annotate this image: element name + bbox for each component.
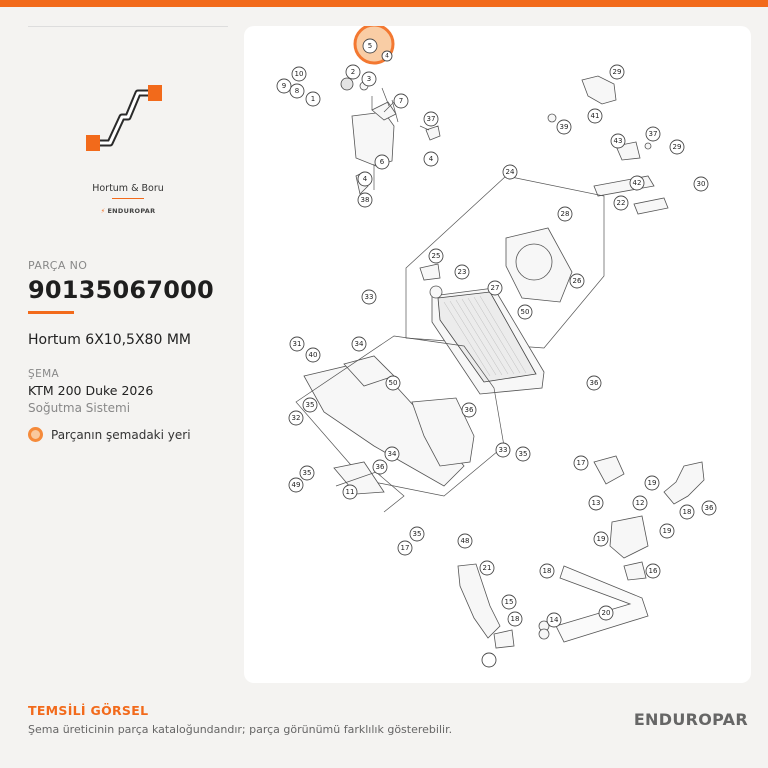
callout[interactable]	[589, 496, 603, 510]
callout[interactable]	[289, 411, 303, 425]
diagram-svg	[244, 26, 751, 683]
callout-label: 13	[591, 499, 601, 507]
brand-small-text: ENDUROPAR	[107, 207, 156, 215]
callout[interactable]	[455, 265, 469, 279]
callout-label: 8	[294, 87, 300, 95]
callout-label: 35	[305, 401, 315, 409]
hose-pipe-icon	[84, 81, 164, 163]
callout-label: 50	[520, 308, 530, 316]
footer-title: TEMSİLİ GÖRSEL	[28, 703, 149, 718]
callout[interactable]	[558, 207, 572, 221]
callout[interactable]	[290, 84, 304, 98]
callout-label: 43	[613, 137, 623, 145]
callout-label: 18	[682, 508, 692, 516]
callout[interactable]	[680, 505, 694, 519]
callout-label: 11	[345, 488, 355, 496]
callout[interactable]	[574, 456, 588, 470]
callout-label: 21	[482, 564, 492, 572]
part-name: Hortum 6X10,5X80 MM	[28, 332, 191, 348]
callout-label: 50	[388, 379, 398, 387]
callout-label: 41	[590, 112, 600, 120]
callout[interactable]	[306, 92, 320, 106]
callout-label: 5	[367, 42, 373, 50]
callout[interactable]	[352, 337, 366, 351]
callout[interactable]	[480, 561, 494, 575]
callout-label: 36	[375, 463, 385, 471]
exploded-diagram[interactable]	[244, 26, 751, 683]
callout-label: 10	[294, 70, 304, 78]
callout[interactable]	[386, 376, 400, 390]
callout[interactable]	[610, 65, 624, 79]
callout[interactable]	[547, 613, 561, 627]
callout-label: 19	[596, 535, 606, 543]
schema-label: ŞEMA	[28, 368, 60, 380]
callout-label: 19	[647, 479, 657, 487]
callout[interactable]	[292, 67, 306, 81]
callout[interactable]	[458, 534, 472, 548]
part-info-panel	[28, 26, 228, 442]
callout-label: 25	[431, 252, 441, 260]
callout[interactable]	[306, 348, 320, 362]
highlight-marker-icon	[28, 427, 43, 442]
part-number: 90135067000	[28, 276, 214, 304]
callout-label: 17	[400, 544, 410, 552]
callout[interactable]	[614, 196, 628, 210]
callout-label: 33	[364, 293, 374, 301]
callout[interactable]	[702, 501, 716, 515]
callout[interactable]	[518, 305, 532, 319]
top-divider	[28, 26, 228, 27]
callout-label: 23	[457, 268, 467, 276]
bolt-icon: ⚡	[100, 207, 106, 215]
callout[interactable]	[588, 109, 602, 123]
callout[interactable]	[362, 72, 376, 86]
part-number-underline	[28, 311, 74, 314]
callout[interactable]	[300, 466, 314, 480]
callout-label: 35	[412, 530, 422, 538]
callout[interactable]	[462, 403, 476, 417]
callout-label: 18	[510, 615, 520, 623]
callout-label: 3	[366, 75, 372, 83]
part-number-label: PARÇA NO	[28, 259, 88, 272]
callout-label: 4	[362, 175, 368, 183]
callout[interactable]	[358, 172, 372, 186]
callout-label: 36	[589, 379, 599, 387]
vehicle-model: KTM 200 Duke 2026	[28, 383, 154, 398]
callout-label: 33	[498, 446, 508, 454]
footer-brand-logo: ENDUROPAR	[633, 710, 748, 729]
callout-label: 22	[616, 199, 626, 207]
system-name: Soğutma Sistemi	[28, 401, 131, 415]
callout[interactable]	[385, 447, 399, 461]
callout[interactable]	[599, 606, 613, 620]
callout[interactable]	[646, 127, 660, 141]
callout-label: 1	[310, 95, 316, 103]
legend-text: Parçanın şemadaki yeri	[51, 427, 191, 442]
callout-label: 2	[350, 68, 356, 76]
callout[interactable]	[646, 564, 660, 578]
callout[interactable]	[375, 155, 389, 169]
callout[interactable]	[362, 290, 376, 304]
callout[interactable]	[633, 496, 647, 510]
callout-label: 28	[560, 210, 570, 218]
callout-label: 30	[696, 180, 706, 188]
callout-label: 17	[576, 459, 586, 467]
callout[interactable]	[424, 112, 438, 126]
callout-label: 29	[612, 68, 622, 76]
callout-label: 12	[635, 499, 645, 507]
callout[interactable]	[508, 612, 522, 626]
callout[interactable]	[429, 249, 443, 263]
callout-label: 27	[490, 284, 500, 292]
callout-label: 14	[549, 616, 559, 624]
callout-5-highlighted[interactable]	[355, 26, 393, 63]
callout[interactable]	[611, 134, 625, 148]
callout-label: 37	[648, 130, 658, 138]
callout[interactable]	[502, 595, 516, 609]
callout[interactable]	[594, 532, 608, 546]
callout[interactable]	[394, 94, 408, 108]
callout[interactable]	[358, 193, 372, 207]
callout-label: 15	[504, 598, 514, 606]
footer-note: Şema üreticinin parça kataloğundandır; parça görünümü farklılık gösterebilir.	[28, 723, 453, 736]
callout-label: 35	[302, 469, 312, 477]
callout[interactable]	[645, 476, 659, 490]
callout-label: 35	[518, 450, 528, 458]
brand-logo-small	[28, 207, 228, 215]
callout[interactable]	[516, 447, 530, 461]
callout[interactable]	[557, 120, 571, 134]
callout-label: 40	[308, 351, 318, 359]
category-label: Hortum & Boru	[92, 183, 164, 194]
callout[interactable]	[630, 176, 644, 190]
callout[interactable]	[373, 460, 387, 474]
callout-label: 38	[360, 196, 370, 204]
callout-label: 4	[428, 155, 434, 163]
callout-label: 19	[662, 527, 672, 535]
footer-disclaimer	[28, 703, 452, 736]
callout[interactable]	[694, 177, 708, 191]
callout[interactable]	[290, 337, 304, 351]
category-underline	[112, 198, 144, 199]
callout[interactable]	[303, 398, 317, 412]
callout-label: 37	[426, 115, 436, 123]
callout[interactable]	[670, 140, 684, 154]
callout-label: 31	[292, 340, 302, 348]
callout-label: 29	[672, 143, 682, 151]
callout[interactable]	[343, 485, 357, 499]
callout[interactable]	[277, 79, 291, 93]
callout[interactable]	[410, 527, 424, 541]
diagram-drawing	[296, 76, 704, 648]
top-accent-bar	[0, 0, 768, 7]
callout-label: 39	[559, 123, 569, 131]
callout[interactable]	[503, 165, 517, 179]
callout-label: 34	[387, 450, 397, 458]
callout-label: 34	[354, 340, 364, 348]
callout-label: 26	[572, 277, 582, 285]
callout-label: 48	[460, 537, 470, 545]
legend	[28, 427, 228, 442]
callout[interactable]	[660, 524, 674, 538]
callout-label: 16	[648, 567, 658, 575]
callout-label: 36	[464, 406, 474, 414]
callout-label: 4	[385, 52, 389, 60]
callout-label: 9	[281, 82, 287, 90]
callout-label: 20	[601, 609, 611, 617]
callout-label: 18	[542, 567, 552, 575]
callout[interactable]	[496, 443, 510, 457]
callout[interactable]	[424, 152, 438, 166]
callout[interactable]	[587, 376, 601, 390]
callout-label: 6	[379, 158, 385, 166]
callout-label: 24	[505, 168, 515, 176]
callout[interactable]	[482, 653, 496, 667]
callout[interactable]	[540, 564, 554, 578]
callout[interactable]	[570, 274, 584, 288]
callout-label: 42	[632, 179, 642, 187]
callout-label: 36	[704, 504, 714, 512]
callout-label: 32	[291, 414, 301, 422]
callout-label: 49	[291, 481, 301, 489]
callout[interactable]	[289, 478, 303, 492]
callout[interactable]	[346, 65, 360, 79]
callout-label: 7	[398, 97, 404, 105]
callout[interactable]	[488, 281, 502, 295]
callout[interactable]	[398, 541, 412, 555]
